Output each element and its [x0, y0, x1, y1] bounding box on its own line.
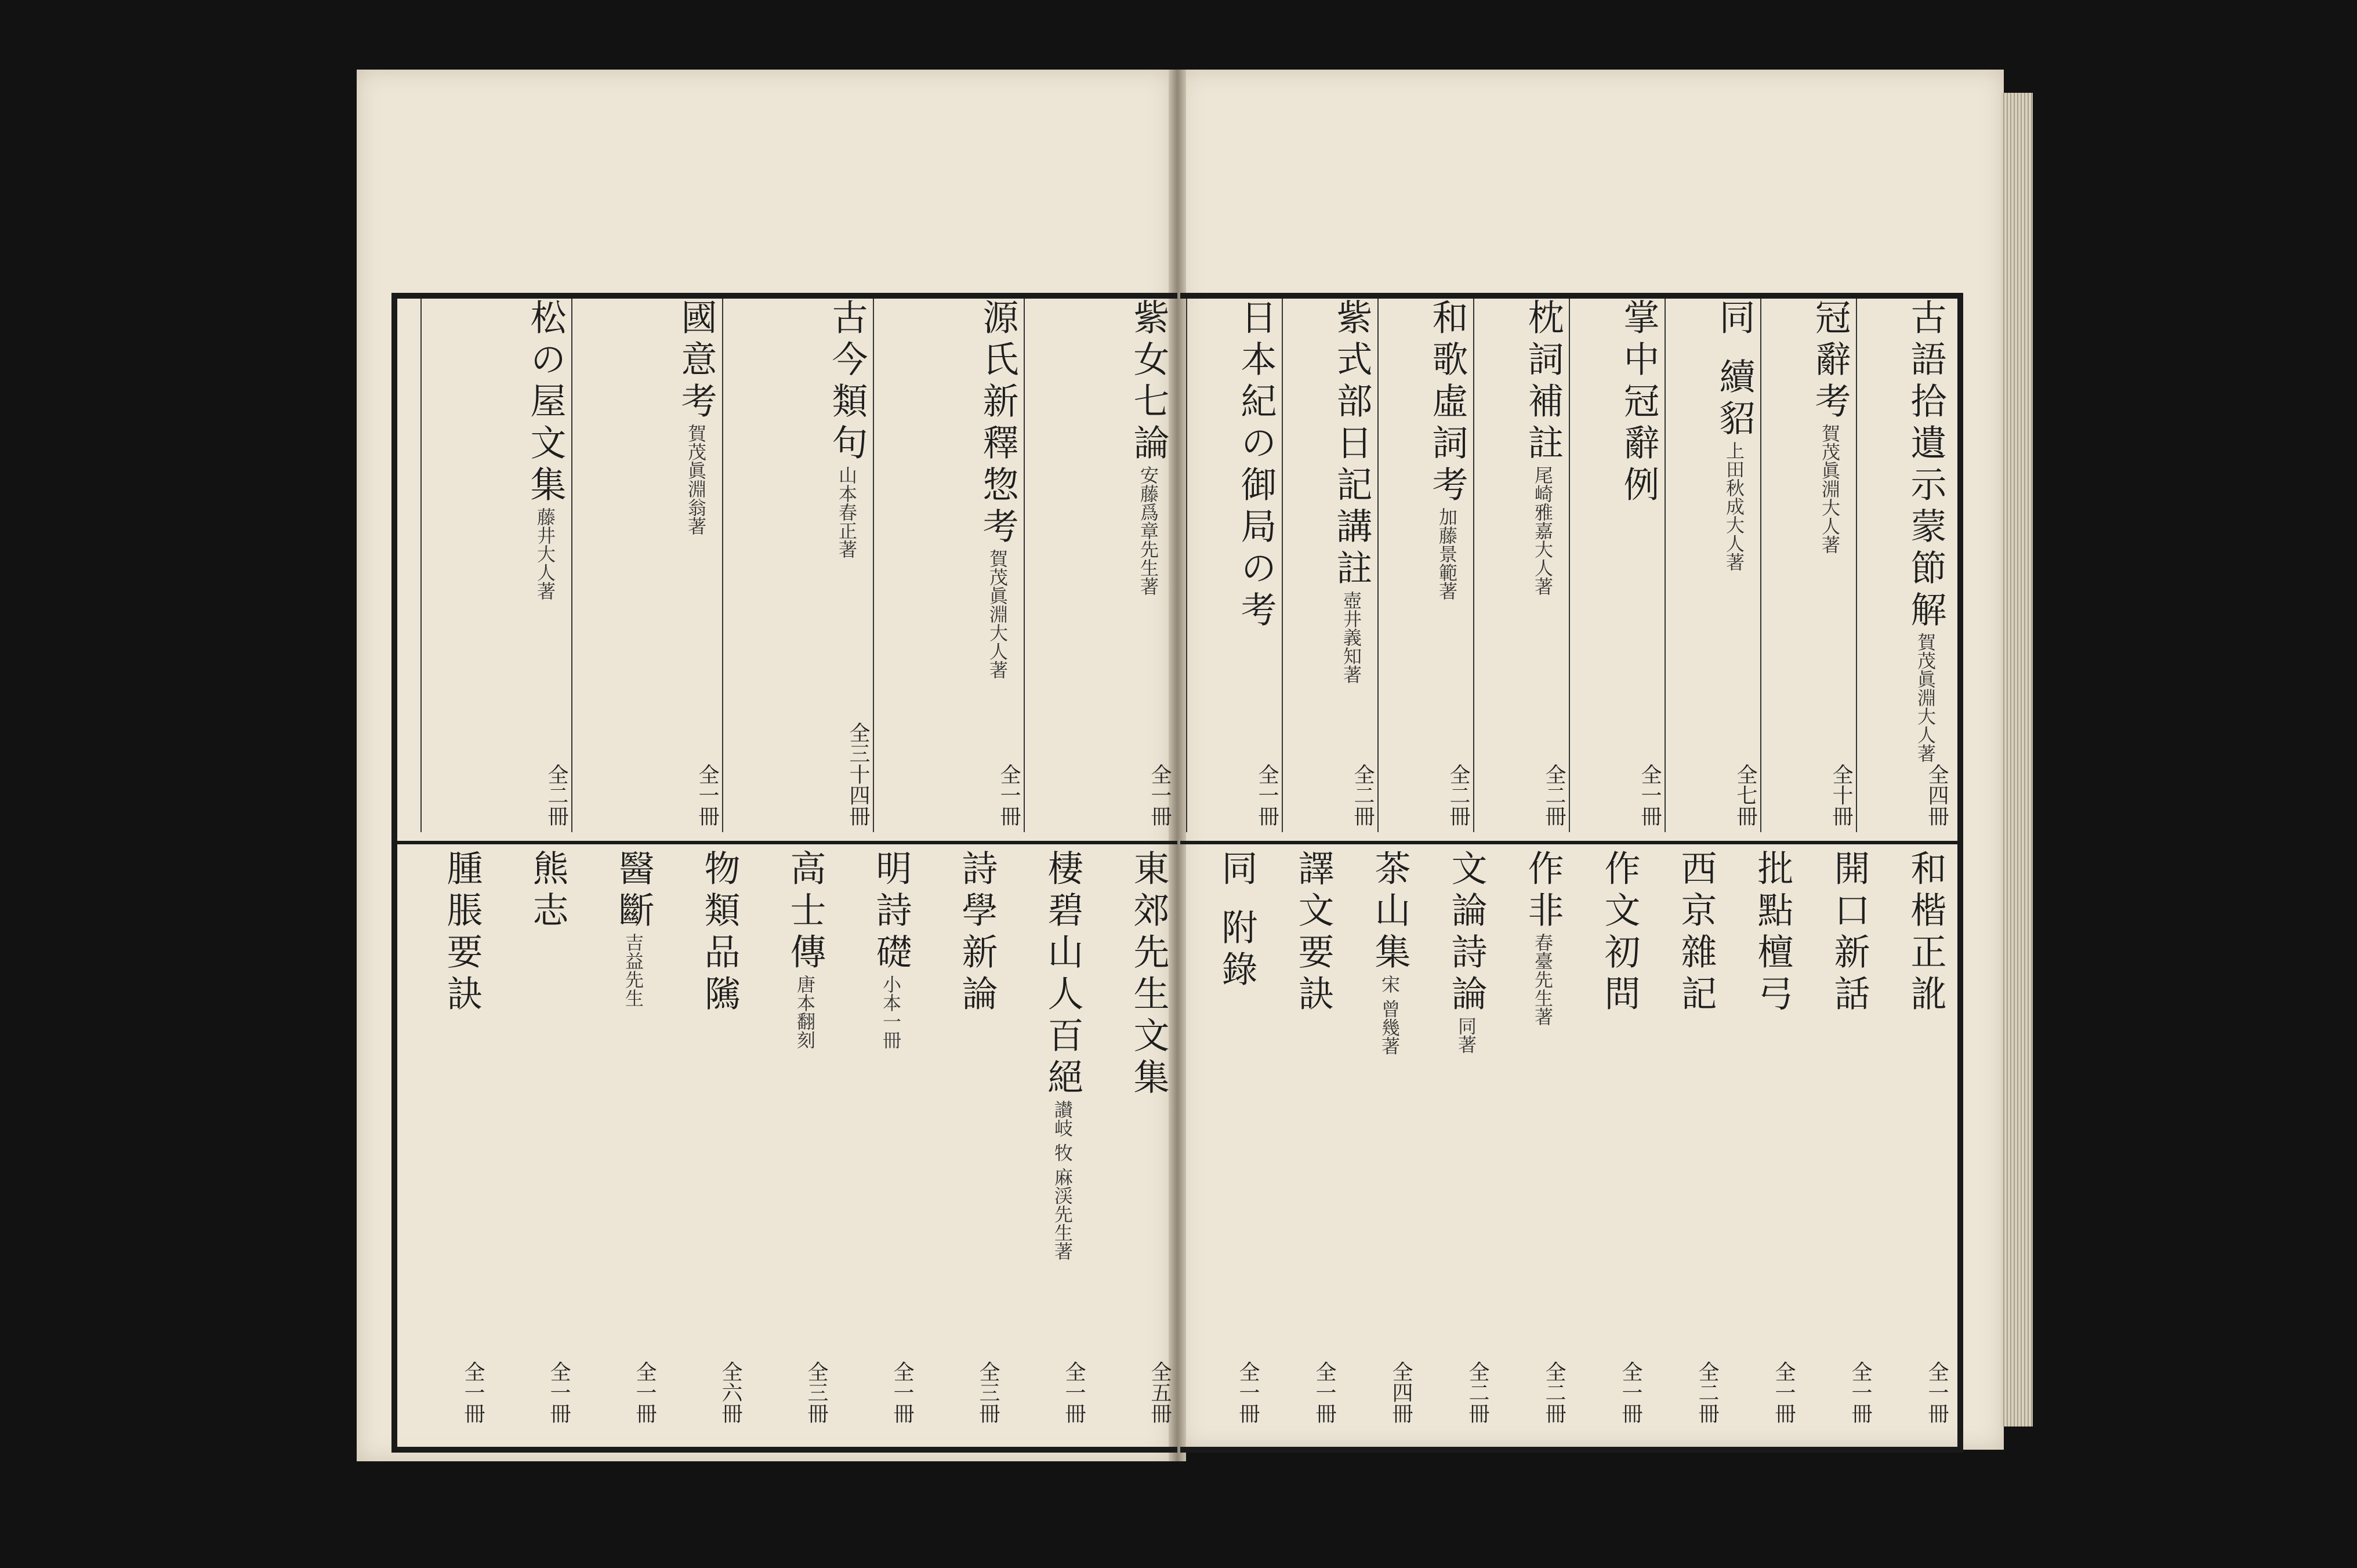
catalog-entry — [488, 850, 574, 1429]
catalog-entry — [571, 299, 722, 832]
entry-title: 開口新話 — [1828, 850, 1870, 1017]
entry-volume-count: 全一冊 — [547, 1361, 571, 1424]
left-middle-rule — [397, 841, 1177, 844]
entry-title: 詩學新論 — [956, 850, 998, 1017]
entry-title: 紫女七論 — [1127, 299, 1170, 466]
entry-volume-count: 全一冊 — [1638, 764, 1662, 826]
column-divider — [1473, 299, 1474, 832]
entry-title: 東郊先生文集 — [1127, 850, 1170, 1100]
right-catalog-frame — [1180, 293, 1963, 1453]
entry-volume-count: 全二冊 — [545, 764, 568, 826]
catalog-entry — [1473, 299, 1569, 832]
column-divider — [1760, 299, 1761, 832]
entry-volume-count: 全二冊 — [1542, 1361, 1566, 1424]
entry-author: 山本春正著 — [836, 466, 858, 558]
catalog-entry — [1089, 850, 1174, 1429]
entry-title: 枕詞補註 — [1522, 299, 1564, 466]
entry-author: 賀茂眞淵翁著 — [685, 424, 707, 535]
entry-author: 讃岐 牧 麻渓先生著 — [1051, 1100, 1074, 1261]
entry-volume-count: 全一冊 — [695, 764, 719, 826]
entry-title: 物類品隲 — [698, 850, 741, 1017]
entry-title: 棲碧山人百絕 — [1042, 850, 1084, 1100]
entry-title: 冠辭考 — [1809, 299, 1851, 424]
entry-title: 茶山集 — [1369, 850, 1411, 975]
column-divider — [1186, 299, 1187, 832]
column-divider — [1377, 299, 1379, 832]
catalog-entry — [1377, 299, 1473, 832]
entry-author: 同著 — [1455, 1017, 1477, 1054]
entry-volume-count: 全五冊 — [1148, 1361, 1172, 1424]
entry-volume-count: 全二冊 — [1695, 1361, 1719, 1424]
catalog-entry — [1645, 850, 1722, 1429]
entry-volume-count: 全二冊 — [1351, 764, 1375, 826]
entry-title: 西京雜記 — [1675, 850, 1717, 1017]
entry-volume-count: 全三冊 — [804, 1361, 828, 1424]
catalog-entry — [1186, 299, 1282, 832]
column-divider — [571, 299, 572, 832]
entry-volume-count: 全六冊 — [719, 1361, 742, 1424]
catalog-entry — [1856, 299, 1952, 832]
right-middle-rule — [1180, 841, 1957, 844]
entry-author: 加藤景範著 — [1436, 507, 1458, 600]
entry-volume-count: 全一冊 — [1255, 764, 1279, 826]
entry-title: 同 附錄 — [1216, 850, 1258, 992]
entry-volume-count: 全四冊 — [1389, 1361, 1413, 1424]
entry-author: 壺井義知著 — [1340, 591, 1362, 684]
entry-volume-count: 全一冊 — [1925, 1361, 1949, 1424]
column-divider — [1569, 299, 1570, 832]
entry-author: 宋 曾幾著 — [1379, 975, 1401, 1055]
catalog-entry — [1722, 850, 1798, 1429]
entry-title: 作非 — [1522, 850, 1564, 933]
entry-author: 賀茂眞淵大人著 — [1819, 424, 1841, 554]
entry-volume-count: 全一冊 — [633, 1361, 657, 1424]
entry-volume-count: 全一冊 — [1848, 1361, 1872, 1424]
entry-volume-count: 全七冊 — [1734, 764, 1757, 826]
column-divider — [1856, 299, 1857, 832]
entry-title: 熊志 — [527, 850, 569, 933]
catalog-entry — [1569, 299, 1665, 832]
entry-author: 吉益先生 — [622, 933, 644, 1007]
entry-volume-count: 全十冊 — [1829, 764, 1853, 826]
page-edges — [2001, 93, 2033, 1427]
entry-author: 上田秋成大人著 — [1723, 441, 1745, 571]
entry-volume-count: 全一冊 — [1619, 1361, 1642, 1424]
catalog-entry — [1798, 850, 1875, 1429]
catalog-entry — [1875, 850, 1952, 1429]
column-divider — [1665, 299, 1666, 832]
catalog-entry — [831, 850, 917, 1429]
catalog-entry — [1492, 850, 1569, 1429]
open-book — [357, 70, 2030, 1461]
entry-title: 日本紀の御局の考 — [1235, 299, 1277, 633]
catalog-entry — [574, 850, 659, 1429]
catalog-entry — [1003, 850, 1089, 1429]
entry-title: 譯文要訣 — [1292, 850, 1335, 1017]
catalog-entry — [402, 850, 488, 1429]
entry-title: 作文初問 — [1598, 850, 1641, 1017]
catalog-entry — [1263, 850, 1339, 1429]
catalog-entry — [873, 299, 1024, 832]
entry-volume-count: 全二冊 — [1542, 764, 1566, 826]
entry-title: 批點檀弓 — [1752, 850, 1794, 1017]
entry-volume-count: 全三冊 — [976, 1361, 1000, 1424]
entry-title: 和楷正訛 — [1905, 850, 1947, 1017]
entry-author: 唐本翻刻 — [794, 975, 816, 1049]
entry-title: 文論詩論 — [1445, 850, 1488, 1017]
entry-volume-count: 全一冊 — [1062, 1361, 1086, 1424]
entry-title: 國意考 — [675, 299, 717, 424]
catalog-entry — [659, 850, 745, 1429]
entry-volume-count: 全一冊 — [461, 1361, 485, 1424]
entry-author: 安藤爲章先生著 — [1137, 466, 1159, 596]
entry-author: 小本一冊 — [880, 975, 902, 1049]
catalog-entry — [1416, 850, 1492, 1429]
entry-volume-count: 全二冊 — [1466, 1361, 1489, 1424]
entry-title: 古今類句 — [826, 299, 868, 466]
entry-title: 腫脹要訣 — [441, 850, 483, 1017]
entry-title: 高士傳 — [784, 850, 826, 975]
entry-title: 松の屋文集 — [524, 299, 567, 507]
catalog-entry — [1665, 299, 1760, 832]
entry-title: 紫式部日記講註 — [1330, 299, 1373, 591]
left-catalog-frame — [391, 293, 1177, 1453]
entry-volume-count: 全一冊 — [1772, 1361, 1796, 1424]
entry-author: 賀茂眞淵大人著 — [987, 549, 1009, 679]
entry-title: 掌中冠辭例 — [1618, 299, 1660, 507]
catalog-entry — [1569, 850, 1645, 1429]
column-divider — [420, 299, 422, 832]
entry-volume-count: 全一冊 — [890, 1361, 914, 1424]
entry-title: 明詩礎 — [870, 850, 912, 975]
entry-author: 春臺先生著 — [1532, 933, 1554, 1026]
entry-volume-count: 全四冊 — [1925, 764, 1949, 826]
entry-title: 源氏新釋惣考 — [977, 299, 1019, 549]
entry-title: 醫斷 — [612, 850, 655, 933]
entry-volume-count: 全一冊 — [1148, 764, 1172, 826]
entry-title: 古語拾遺示蒙節解 — [1905, 299, 1947, 633]
catalog-entry — [1186, 850, 1263, 1429]
catalog-entry — [1760, 299, 1856, 832]
entry-volume-count: 全一冊 — [997, 764, 1021, 826]
catalog-entry — [1282, 299, 1377, 832]
entry-author: 賀茂眞淵大人著 — [1914, 633, 1937, 763]
column-divider — [1024, 299, 1025, 832]
entry-volume-count: 全三十四冊 — [846, 722, 870, 826]
catalog-entry — [917, 850, 1003, 1429]
entry-volume-count: 全二冊 — [1446, 764, 1470, 826]
column-divider — [1282, 299, 1283, 832]
entry-author: 藤井大人著 — [534, 507, 556, 600]
catalog-entry — [745, 850, 831, 1429]
column-divider — [873, 299, 874, 832]
catalog-entry — [722, 299, 873, 832]
entry-title: 同 續貂 — [1713, 299, 1756, 441]
catalog-entry — [1024, 299, 1174, 832]
column-divider — [722, 299, 723, 832]
entry-title: 和歌虛詞考 — [1426, 299, 1468, 507]
catalog-entry — [1339, 850, 1416, 1429]
entry-author: 尾崎雅嘉大人著 — [1532, 466, 1554, 596]
catalog-entry — [420, 299, 571, 832]
entry-volume-count: 全一冊 — [1236, 1361, 1260, 1424]
entry-volume-count: 全一冊 — [1312, 1361, 1336, 1424]
